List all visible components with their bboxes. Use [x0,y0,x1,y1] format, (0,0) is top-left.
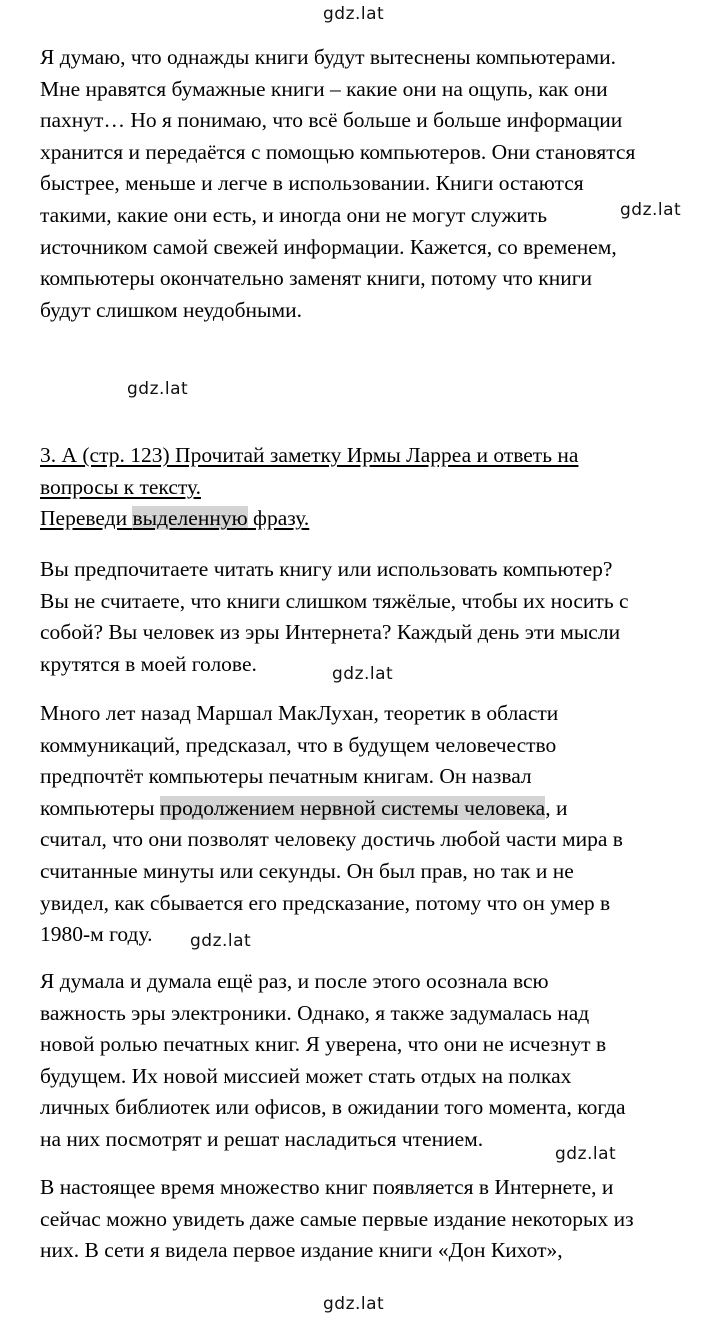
text-line: Вы не считаете, что книги слишком тяжёлые, чтобы их носить с [40,588,629,613]
watermark-top: gdz.lat [323,4,385,24]
paragraph-3 [40,698,708,951]
text-line: предпочтёт компьютеры печатным книгам. Он назвал [40,764,532,789]
task-line: вопросы к тексту. [40,474,201,499]
text-line: будут слишком неудобными. [40,297,302,322]
task-instruction: Переведи выделенную фразу. [40,506,310,531]
text-line: будущем. Их новой миссией может стать отдых на полках [40,1063,572,1088]
highlighted-phrase: продолжением нервной системы человека [159,795,546,820]
text-line: Я думаю, что однажды книги будут вытеснены компьютерами. [40,45,616,69]
text-line: них. В сети я видела первое издание книги «Дон Кихот», [40,1238,563,1263]
text-line: Я думала и думала ещё раз, и после этого осознала всю [40,969,549,993]
watermark-middle: gdz.lat [127,379,189,399]
task-heading [40,440,708,535]
text-line: крутятся в моей голове. [40,651,257,676]
text-line: собой? Вы человек из эры Интернета? Каждый день эти мысли [40,620,621,645]
text-line: быстрее, меньше и легче в использовании. Книги остаются [40,171,584,196]
text-line: увидел, как сбывается его предсказание, потому что он умер в [40,890,611,915]
watermark-inline: gdz.lat [332,664,394,684]
paragraph-5 [40,1172,708,1267]
watermark-inline: gdz.lat [555,1144,617,1164]
text-line: такими, какие они есть, и иногда они не могут служить [40,202,548,227]
text-line: В настоящее время множество книг появляется в Интернете, и [40,1175,614,1199]
text-line: Много лет назад Маршал МакЛухан, теоретик в области [40,701,559,725]
text-line: компьютеры окончательно заменят книги, потому что книги [40,266,593,291]
text-line: новой ролью печатных книг. Я уверена, что они не исчезнут в [40,1032,607,1057]
text-line: источником самой свежей информации. Кажется, со временем, [40,234,617,259]
text-line: личных библиотек или офисов, в ожидании того момента, когда [40,1095,626,1120]
text-line: на них посмотрят и решат насладиться чтением. [40,1126,484,1151]
text-line: хранится и передаётся с помощью компьютеров. Они становятся [40,139,636,164]
paragraph-1 [40,42,708,326]
text-line: считал, что они позволят человеку достичь любой части мира в [40,827,623,852]
text-line: коммуникаций, предсказал, что в будущем человечество [40,732,557,757]
paragraph-4 [40,966,708,1156]
text-line: пахнут… Но я понимаю, что всё больше и больше информации [40,108,623,133]
text-line: важность эры электроники. Однако, я также задумалась над [40,1000,590,1025]
text-line: сейчас можно увидеть даже самые первые издание некоторых из [40,1206,634,1231]
text-line: компьютеры продолжением нервной системы человека, и [40,795,568,820]
watermark-inline: gdz.lat [620,200,682,220]
text-line: считанные минуты или секунды. Он был прав, но так и не [40,858,574,883]
watermark-bottom: gdz.lat [323,1294,385,1314]
highlighted-word: выделенную [132,506,248,531]
task-line: 3. А (стр. 123) Прочитай заметку Ирмы Ларреа и ответь на [40,443,579,467]
text-line: 1980-м году. [40,922,153,947]
paragraph-2 [40,554,708,680]
text-line: Вы предпочитаете читать книгу или использовать компьютер? [40,557,613,581]
text-line: Мне нравятся бумажные книги – какие они на ощупь, как они [40,76,608,101]
watermark-inline: gdz.lat [190,931,252,951]
